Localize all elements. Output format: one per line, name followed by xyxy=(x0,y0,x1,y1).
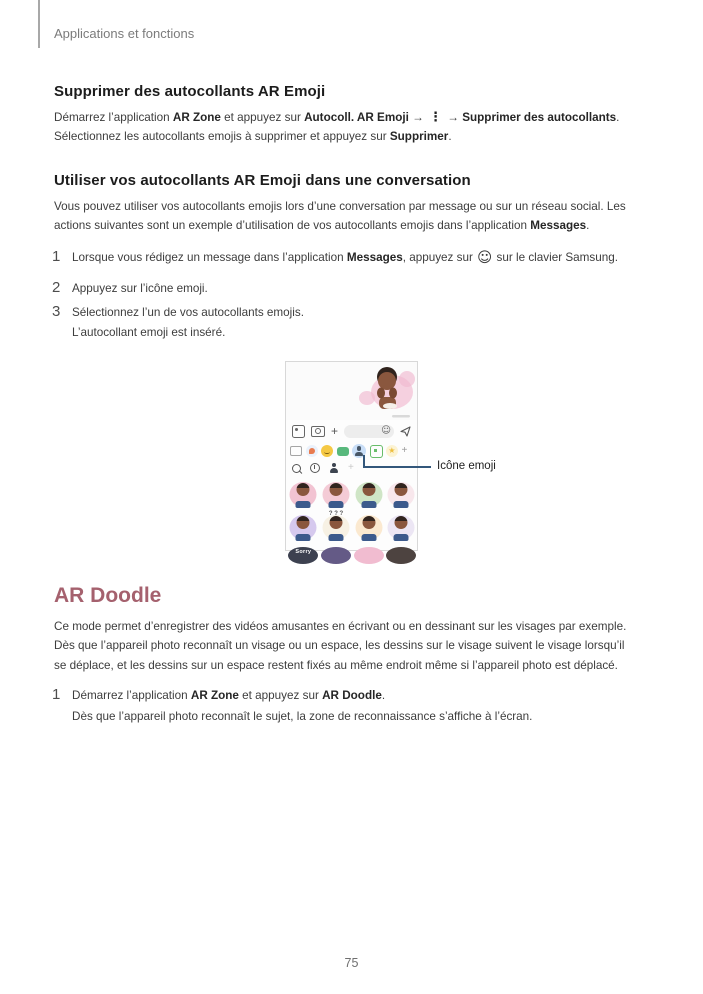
paragraph-ar-doodle: Ce mode permet d’enregistrer des vidéos amusantes en écrivant ou en dessinant sur les visages par exemple. Dès que l’appareil photo reconnaît un visage ou un espace, les dessins sur le visage suivent le visage lorsqu’il se déplace, et les dessins sur un espace restent fixés au même endroit même si l’appareil photo est déplacé. xyxy=(54,620,627,672)
sticker-head xyxy=(395,516,408,529)
sticker-blob xyxy=(354,547,384,564)
section-title-supprimer: Supprimer des autocollants AR Emoji xyxy=(54,83,326,100)
emoticon-icon xyxy=(321,445,333,457)
header-rule xyxy=(38,0,40,48)
bitmoji-icon xyxy=(306,445,318,457)
search-icon xyxy=(292,464,301,473)
sticker-grid xyxy=(287,479,418,578)
sticker-pack-icon xyxy=(337,447,349,456)
more-options-icon: ⋮ xyxy=(429,110,443,125)
attach-plus-icon: + xyxy=(331,424,339,438)
emoji-sticker-sleepy xyxy=(385,512,418,545)
sticker-body xyxy=(329,534,344,541)
recent-clock-icon xyxy=(310,463,320,473)
sticker-body xyxy=(394,501,409,508)
step-1-doodle-result: Dès que l’appareil photo reconnaît le sujet, la zone de reconnaissance s’affiche à l’écran. xyxy=(72,710,533,723)
sticker-head xyxy=(362,483,375,496)
add-plus-icon: + xyxy=(348,462,354,473)
message-area xyxy=(286,362,417,420)
emoji-sticker-pigs xyxy=(352,545,385,578)
callout-label: Icône emoji xyxy=(437,460,496,472)
emoji-sticker-questions xyxy=(320,512,353,545)
sticker-head xyxy=(330,516,343,529)
message-input-field xyxy=(344,425,394,438)
smiley-icon: ☺ xyxy=(381,425,391,437)
sticker-blob xyxy=(321,547,351,564)
emoji-sticker-blush xyxy=(385,479,418,512)
add-pack-plus-icon: + xyxy=(401,445,408,456)
emoji-sticker-face-in-hands xyxy=(320,479,353,512)
step-2 xyxy=(52,279,208,296)
sticker-head xyxy=(330,483,343,496)
sticker-blob xyxy=(386,547,416,564)
send-icon xyxy=(400,426,411,437)
sticker-head xyxy=(362,516,375,529)
step-text: Lorsque vous rédigez un message dans l’application Messages, appuyez sur ☺ sur le clavier Samsung. xyxy=(72,250,618,266)
callout-line xyxy=(363,466,431,468)
emoji-keyboard-icon: ☺ xyxy=(477,250,493,266)
step-number: 2 xyxy=(52,279,61,296)
sticker-label: Sorry xyxy=(295,549,312,555)
paragraph-supprimer: Démarrez l’application AR Zone et appuyez sur Autocoll. AR Emoji → ⋮ → Supprimer des autocollants. Sélectionnez les autocollants emojis à supprimer et appuyez sur Supprimer. xyxy=(54,110,620,144)
sticker-body xyxy=(361,534,376,541)
emoji-sticker-shout xyxy=(352,512,385,545)
step-1-doodle xyxy=(52,686,385,703)
step-1 xyxy=(52,248,618,266)
step-text: Sélectionnez l’un de vos autocollants emojis. xyxy=(72,306,304,319)
sticker-body xyxy=(361,501,376,508)
gif-icon xyxy=(370,445,383,458)
step-3-result: L’autocollant emoji est inséré. xyxy=(72,326,226,339)
sticker-body xyxy=(296,534,311,541)
section-title-utiliser: Utiliser vos autocollants AR Emoji dans une conversation xyxy=(54,172,471,189)
sticker-tools-row xyxy=(292,463,354,473)
camera-icon xyxy=(311,426,325,437)
sticker-body xyxy=(394,534,409,541)
running-header: Applications et fonctions xyxy=(54,26,195,41)
emoji-sticker-dark-purple xyxy=(320,545,353,578)
step-3 xyxy=(52,303,304,320)
step-number: 1 xyxy=(52,686,61,703)
page-number: 75 xyxy=(344,956,359,970)
chapter-title-ar-doodle: AR Doodle xyxy=(54,584,162,607)
sticker-head xyxy=(297,516,310,529)
step-text: Démarrez l’application AR Zone et appuyez sur AR Doodle. xyxy=(72,689,386,702)
step-text: Appuyez sur l’icône emoji. xyxy=(72,282,208,295)
emoji-sticker-sorry xyxy=(287,545,320,578)
step-number: 1 xyxy=(52,248,61,265)
my-emoji-person-icon xyxy=(329,463,339,473)
sticker-head xyxy=(395,483,408,496)
emoji-sticker-hands-up xyxy=(287,479,320,512)
emoji-sticker-dark-brown xyxy=(385,545,418,578)
sticker-body xyxy=(296,501,311,508)
sticker-body xyxy=(329,501,344,508)
message-toolbar xyxy=(286,421,417,441)
paragraph-utiliser: Vous pouvez utiliser vos autocollants emojis lors d’une conversation par message ou sur un réseau social. Les actions suivantes sont un exemple d’utilisation de vos autocollants emojis dans l’application Messages. xyxy=(54,200,626,233)
messages-screenshot xyxy=(285,361,418,555)
sticker-label: ? ? ? xyxy=(328,511,344,517)
favorites-star-icon xyxy=(386,445,398,457)
gallery-icon xyxy=(292,425,305,438)
sticker-category-row xyxy=(290,444,416,458)
emoji-sticker-hands-on-head xyxy=(352,479,385,512)
step-number: 3 xyxy=(52,303,61,320)
keyboard-icon xyxy=(290,446,302,456)
sticker-head xyxy=(297,483,310,496)
emoji-sticker-sad xyxy=(287,512,320,545)
ar-emoji-sticker xyxy=(354,364,416,420)
